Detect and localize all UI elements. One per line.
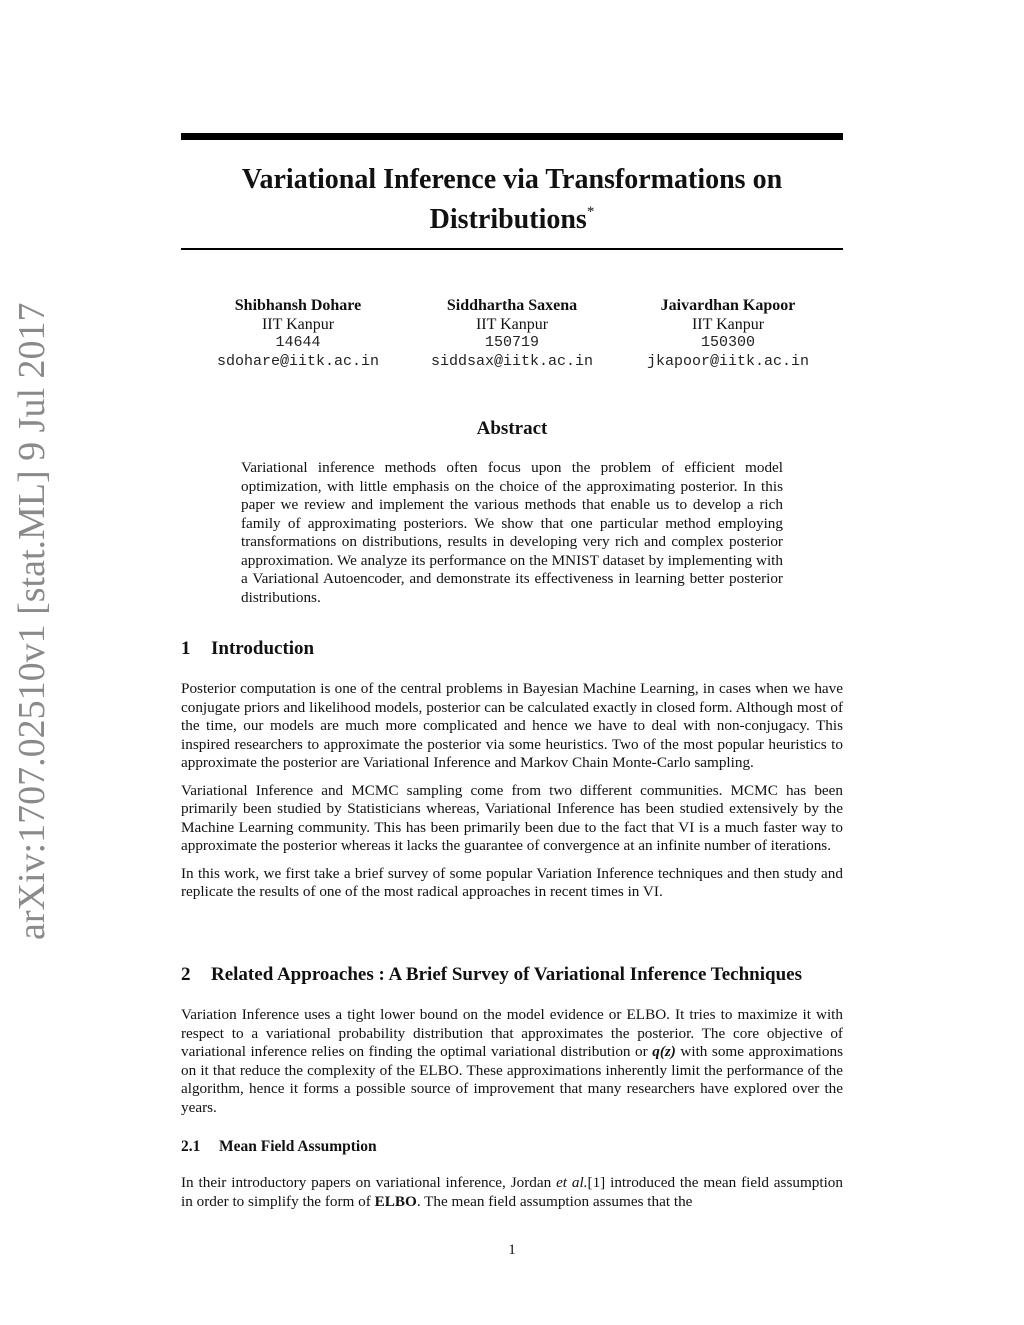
- abstract-text: Variational inference methods often focus upon the problem of efficient model optimization, with little emphasis on the choice of the approximating posterior. In this paper we review and implement the various methods that enable us to develop a rich family of approximating posteriors. We show that one particular method employing transformations on distributions, results in developing very rich and complex posterior approximation. We analyze its performance on the MNIST dataset by implementing with a Variational Autoencoder, and demonstrate its effectiveness in learning better posterior distributions.: [241, 459, 783, 606]
- section-number: 1: [181, 638, 191, 659]
- subsection-heading: [181, 1138, 377, 1156]
- author-name: Jaivardhan Kapoor: [660, 297, 796, 314]
- subsection-number: 2.1: [181, 1138, 201, 1155]
- citation-link[interactable]: [1]: [587, 1174, 606, 1191]
- abstract-heading: Abstract: [476, 418, 548, 439]
- author-id: 150719: [484, 334, 539, 351]
- author-name: Siddhartha Saxena: [446, 297, 578, 314]
- section-number: 2: [181, 964, 191, 985]
- title-rule-bottom: [181, 248, 843, 250]
- section-body: [181, 680, 843, 911]
- paragraph: Variational Inference and MCMC sampling come from two different communities. MCMC has been primarily been studied by Statisticians whereas, Variational Inference has been studied extensively by the Machine Learning community. This has been primarily been due to the fact that VI is a much faster way to approximate the posterior whereas it lacks the guarantee of convergence at an infinite number of iterations.: [181, 781, 843, 854]
- paragraph: Posterior computation is one of the central problems in Bayesian Machine Learning, in cases when we have conjugate priors and likelihood models, posterior can be calculated exactly in closed form. Although most of the time, our models are much more complicated and hence we have to deal with non-conjugacy. This inspired researchers to approximate the posterior via some heuristics. Two of the most popular heuristics to approximate the posterior are Variational Inference and Markov Chain Monte-Carlo sampling.: [181, 680, 843, 771]
- section-body: [181, 1006, 843, 1126]
- author-email[interactable]: jkapoor@iitk.ac.in: [646, 352, 810, 370]
- author-block: [397, 297, 627, 371]
- paragraph: Variation Inference uses a tight lower bound on the model evidence or ELBO. It tries to maximize it with respect to a variational probability distribution that approximates the posterior. The core objective of variational inference relies on finding the optimal variational distribution or q(z) with some approximations on it that reduce the complexity of the ELBO. These approximations inherently limit the performance of the algorithm, hence it forms a possible source of improvement that many researchers have explored over the years.: [181, 1006, 843, 1116]
- paper-title: Variational Inference via Transformations on Distributions*: [241, 164, 783, 235]
- arxiv-stamp: arXiv:1707.02510v1 [stat.ML] 9 Jul 2017: [11, 302, 53, 940]
- title-rule-top: [181, 133, 843, 140]
- author-affiliation: IIT Kanpur: [475, 315, 549, 333]
- author-id: 150300: [700, 334, 755, 351]
- section-heading: [181, 638, 314, 660]
- author-affiliation: IIT Kanpur: [261, 315, 335, 333]
- subsection-title: Mean Field Assumption: [219, 1138, 377, 1155]
- author-block: [183, 297, 413, 371]
- subsection-body: [181, 1174, 843, 1220]
- title-footnote-mark: *: [586, 204, 595, 220]
- section-title: Introduction: [211, 638, 315, 659]
- section-heading: [181, 964, 802, 986]
- author-email[interactable]: siddsax@iitk.ac.in: [430, 352, 594, 370]
- author-name: Shibhansh Dohare: [234, 297, 362, 314]
- author-block: [613, 297, 843, 371]
- author-affiliation: IIT Kanpur: [691, 315, 765, 333]
- author-email[interactable]: sdohare@iitk.ac.in: [216, 352, 380, 370]
- section-title: Related Approaches : A Brief Survey of Variational Inference Techniques: [211, 964, 802, 985]
- math-q-of-z: q(z): [652, 1043, 676, 1060]
- author-id: 14644: [275, 334, 321, 351]
- page-number: 1: [508, 1242, 516, 1258]
- paragraph: In this work, we first take a brief survey of some popular Variation Inference techniques and then study and replicate the results of one of the most radical approaches in recent times in VI.: [181, 864, 843, 900]
- paragraph: In their introductory papers on variational inference, Jordan et al.[1] introduced the mean field assumption in order to simplify the form of ELBO. The mean field assumption assumes that the: [181, 1174, 843, 1210]
